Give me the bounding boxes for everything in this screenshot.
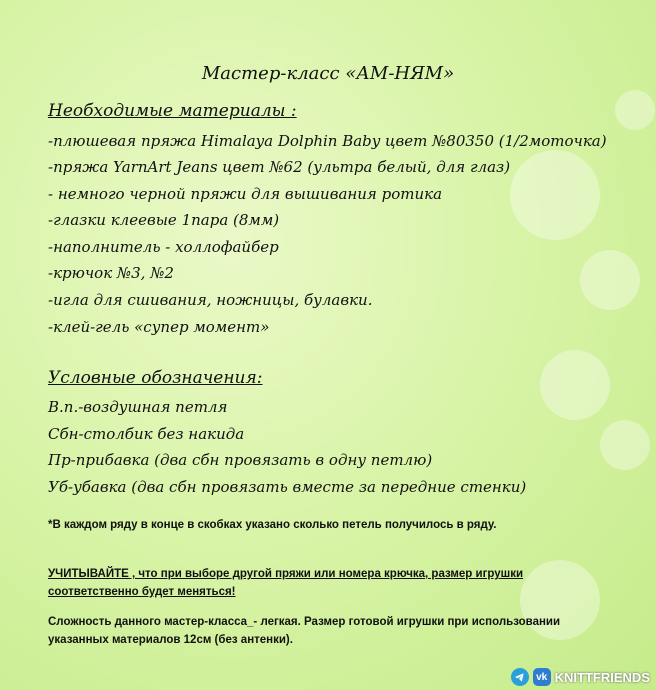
brand-watermark [511,668,650,686]
material-item: -пряжа YarnArt Jeans цвет №62 (ультра белый, для глаз) [48,158,511,176]
brand-name: KNITTFRIENDS [554,669,650,685]
material-item: -наполнитель - холлофайбер [48,238,279,256]
legend-item: В.п.-воздушная петля [48,398,228,416]
material-item: -клей-гель «супер момент» [48,318,270,336]
telegram-icon [511,668,529,686]
material-item: -плюшевая пряжа Himalaya Dolphin Baby цвет №80350 (1/2моточка) [48,132,607,150]
material-item: -крючок №3, №2 [48,264,174,282]
page-title: Мастер-класс «АМ-НЯМ» [201,63,455,84]
material-item: -глазки клеевые 1пара (8мм) [48,211,280,229]
warning-text [48,565,523,601]
difficulty-text [48,613,560,649]
row-note: *В каждом ряду в конце в скобках указано сколько петель получилось в ряду. [48,519,497,531]
material-item: -игла для сшивания, ножницы, булавки. [48,291,373,309]
legend-item: Пр-прибавка (два сбн провязать в одну петлю) [48,451,433,469]
material-item: - немного черной пряжи для вышивания ротика [48,185,443,203]
difficulty-line: указанных материалов 12см (без антенки). [48,634,293,646]
vk-icon: vk [533,668,551,686]
warning-line: УЧИТЫВАЙТЕ , что при выборе другой пряжи или номера крючка, размер игрушки [48,568,524,580]
legend-heading: Условные обозначения: [48,368,263,388]
warning-line: соответственно будет меняться! [48,586,236,598]
legend-item: Сбн-столбик без накида [48,425,245,443]
legend-item: Уб-убавка (два сбн провязать вместе за передние стенки) [48,478,527,496]
difficulty-line: Сложность данного мастер-класса_- легкая. Размер готовой игрушки при использовании [48,616,561,628]
materials-heading: Необходимые материалы : [48,101,297,121]
